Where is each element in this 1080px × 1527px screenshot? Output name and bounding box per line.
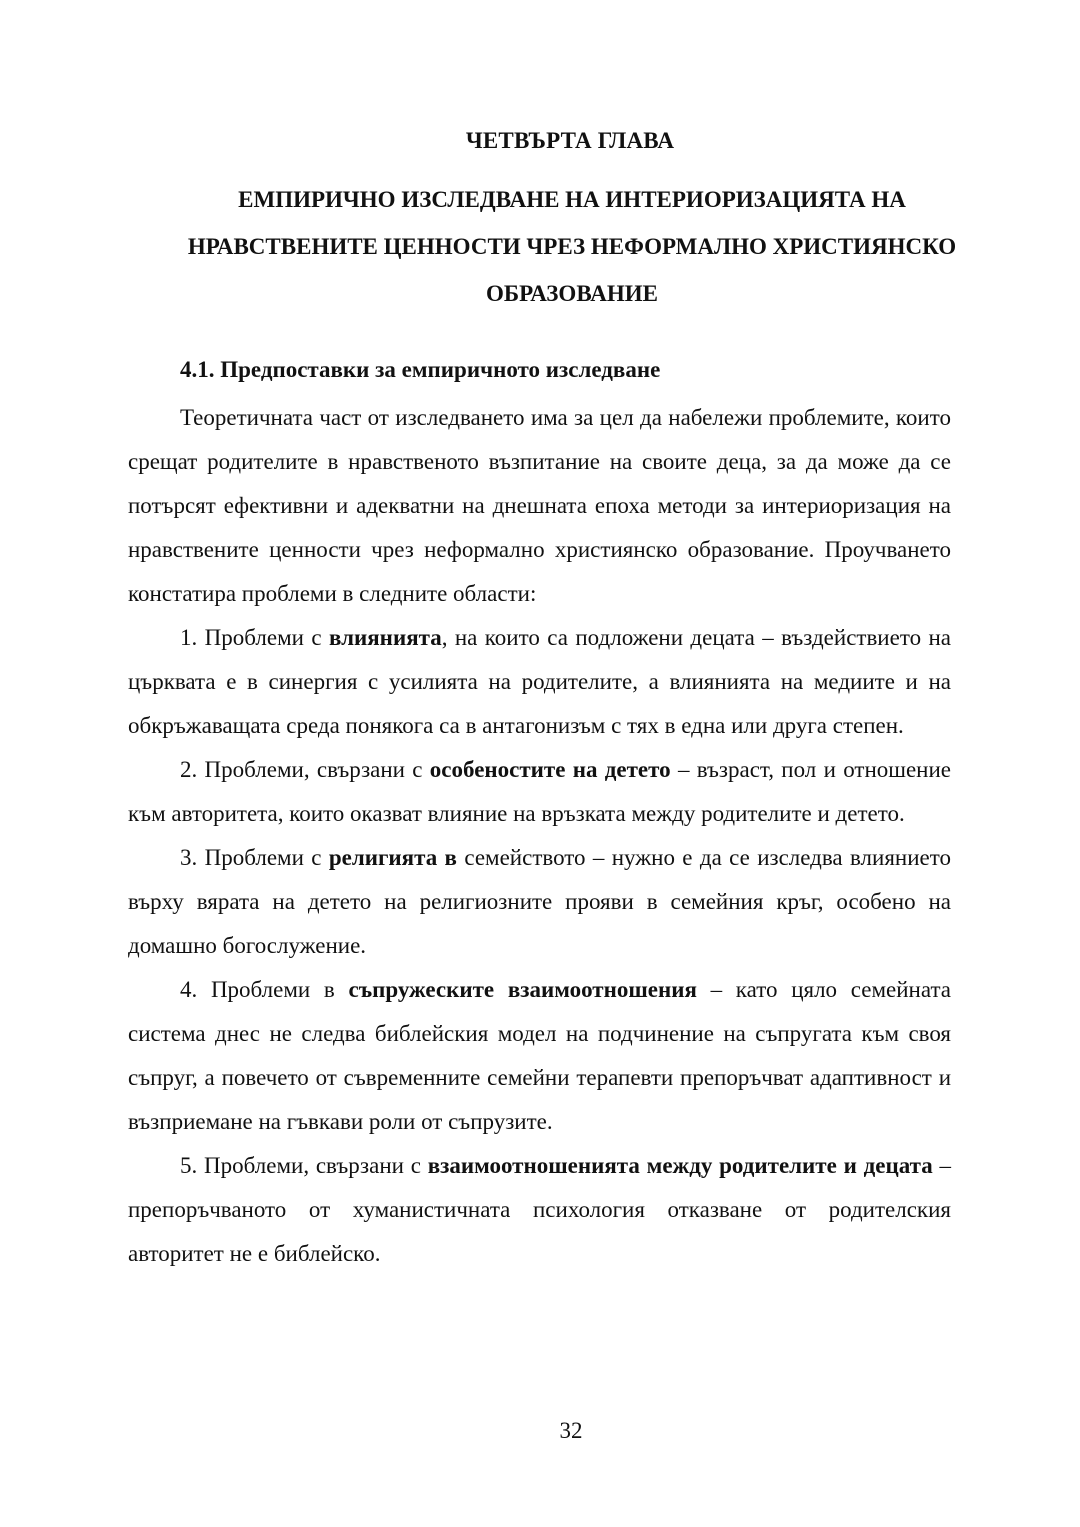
paragraph-text: 2. Проблеми, свързани с — [180, 757, 430, 782]
problem-paragraph-1 — [128, 616, 951, 748]
paragraph-text: 4. Проблеми в — [180, 977, 349, 1002]
emphasis-text: религията в — [328, 845, 457, 870]
paragraph-text: – препоръчваното от хуманистичната психология отказване от родителския авторитет не е библейско. — [128, 1153, 951, 1266]
intro-paragraph: Теоретичната част от изследването има за цел да набележи проблемите, които срещат родителите в нравственото възпитание на своите деца, за да може да се потърсят ефективни и адекватни на днешната епоха методи за интериоризация на нравствените ценности чрез неформално християнско образование. Проучването констатира проблеми в следните области: — [128, 405, 951, 606]
emphasis-text: взаимоотношенията между родителите и децата — [427, 1153, 933, 1178]
body-text — [128, 396, 951, 1276]
problem-paragraph-3 — [128, 836, 951, 968]
problem-paragraph-4 — [128, 968, 951, 1144]
chapter-label: ЧЕТВЪРТА ГЛАВА — [465, 128, 675, 153]
paragraph-text: 3. Проблеми с — [180, 845, 329, 870]
paragraph-text: , на които са подложени децата – въздействието на църквата е в синергия с усилията на родителите, а влиянията на медиите и на обкръжаващата среда понякога са в антагонизъм с тях в една или друга степен. — [128, 625, 951, 738]
paragraph-text: – възраст, пол и отношение към авторитета, които оказват влияние на връзката между родителите и детето. — [128, 757, 952, 826]
paragraph-text: – като цяло семейната система днес не следва библейския модел на подчинение на съпругата към своя съпруг, а повечето от съвременните семейни терапевти препоръчват адаптивност и възприемане на гъвкави роли от съпрузите. — [128, 977, 951, 1134]
emphasis-text: особеностите на детето — [429, 757, 671, 782]
paragraph-text: 1. Проблеми с — [180, 625, 329, 650]
page-number: 32 — [559, 1418, 583, 1443]
paragraph-text: семейството – нужно е да се изследва влиянието върху вярата на детето на религиозните прояви в семейния кръг, особено на домашно богослужение. — [128, 845, 951, 958]
section-heading: 4.1. Предпоставки за емпиричното изследване — [180, 357, 661, 382]
emphasis-text: съпружеските взаимоотношения — [348, 977, 697, 1002]
emphasis-text: влиянията — [328, 625, 442, 650]
problem-paragraph-2 — [128, 748, 951, 836]
paragraph-text: 5. Проблеми, свързани с — [180, 1153, 428, 1178]
problem-paragraph-5 — [128, 1144, 951, 1276]
chapter-title: ЕМПИРИЧНО ИЗСЛЕДВАНЕ НА ИНТЕРИОРИЗАЦИЯТА НА НРАВСТВЕНИТЕ ЦЕННОСТИ ЧРЕЗ НЕФОРМАЛНО ХРИСТИЯНСКО ОБРАЗОВАНИЕ — [187, 187, 957, 306]
